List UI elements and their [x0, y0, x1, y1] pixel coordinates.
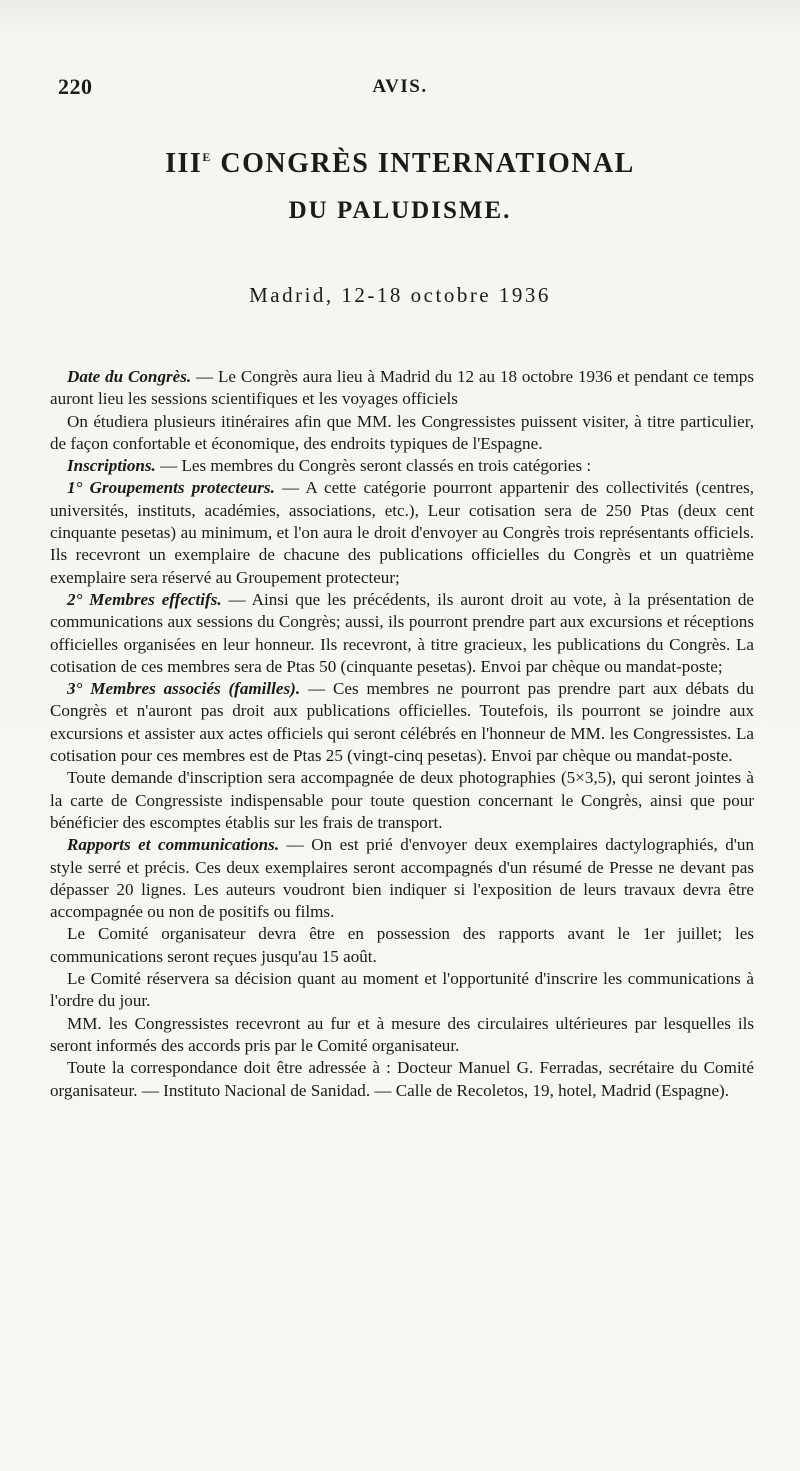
paragraph-demande	[50, 767, 754, 834]
paragraph-text: — Ainsi que les précédents, ils auront droit au vote, à la présentation de communications aux sessions du Congrès; aussi, ils pourront prendre part aux excursions et réceptions officielles organisées en leur honneur. Ils recevront, à titre gracieux, les publications du Congrès. La cotisation de ces membres sera de Ptas 50 (cinquante pesetas). Envoi par chèque ou mandat-poste;	[50, 589, 754, 676]
paragraph-text: On étudiera plusieurs itinéraires afin que MM. les Congressistes puissent visiter, à titre particulier, de façon confortable et économique, des endroits typiques de l'Espagne.	[50, 411, 754, 453]
paragraph-lead: 1° Groupements protecteurs.	[67, 478, 275, 498]
title-rest: CONGRÈS INTERNATIONAL	[211, 148, 635, 179]
paragraph-text: MM. les Congressistes recevront au fur et à mesure des circulaires ultérieures par lesquelles ils seront informés des accords pris par le Comité organisateur.	[50, 1013, 754, 1055]
paragraph-text: — Le Congrès aura lieu à Madrid du 12 au 18 octobre 1936 et pendant ce temps auront lieu les sessions scientifiques et les voyages officiels	[50, 367, 754, 409]
paragraph-itineraires	[50, 411, 754, 456]
paragraph-groupements	[50, 477, 754, 588]
paragraph-membres-effectifs	[50, 589, 754, 678]
paragraph-text: — Les membres du Congrès seront classés en trois catégories :	[155, 456, 592, 476]
paragraph-lead: 2° Membres effectifs.	[67, 589, 222, 609]
paragraph-text: Le Comité organisateur devra être en possession des rapports avant le 1er juillet; les communications seront reçues jusqu'au 15 août.	[50, 924, 754, 966]
paragraph-text: Toute la correspondance doit être adressée à : Docteur Manuel G. Ferradas, secrétaire du Comité organisateur. — Instituto Nacional de Sanidad. — Calle de Recoletos, 19, hotel, Madrid (Espagne).	[50, 1058, 754, 1100]
paragraph-text: — On est prié d'envoyer deux exemplaires dactylographiés, d'un style serré et précis. Ces deux exemplaires seront accompagnés d'un résumé de Presse ne devant pas dépasser 20 lignes. Les auteurs voudront bien indiquer si l'exposition de leurs travaux devra être accompagnée ou non de positifs ou films.	[50, 835, 754, 922]
paragraph-inscriptions	[50, 455, 754, 477]
title-superscript: E	[202, 150, 212, 164]
paragraph-lead: Inscriptions.	[67, 456, 156, 476]
paragraph-text: Toute demande d'inscription sera accompagnée de deux photographies (5×3,5), qui seront jointes à la carte de Congressiste indispensable pour toute question concernant le Congrès, ainsi que pour bénéficier des escomptes établis sur les frais de transport.	[50, 768, 754, 832]
paragraph-comite-possession	[50, 923, 754, 968]
paragraph-date	[50, 366, 754, 411]
paragraph-membres-associes	[50, 678, 754, 767]
paragraph-text: — Ces membres ne pourront pas prendre part aux débats du Congrès et n'auront pas droit aux publications officielles. Toutefois, ils pourront se joindre aux excursions et assister aux actes officiels qui seront célébrés en l'honneur de MM. les Congressistes. La cotisation pour ces membres est de Ptas 25 (vingt-cinq pesetas). Envoi par chèque ou mandat-poste.	[50, 679, 754, 766]
dateline: Madrid, 12-18 octobre 1936	[249, 283, 551, 307]
paragraph-lead: 3° Membres associés (familles).	[67, 679, 301, 699]
running-head: AVIS.	[372, 76, 428, 97]
body-text	[50, 366, 754, 1102]
paragraph-text: — A cette catégorie pourront appartenir des collectivités (centres, universités, instituts, académies, associations, etc.), Leur cotisation sera de 250 Ptas (deux cent cinquante pesetas) au minimum, et l'on aura le droit d'envoyer au Congrès trois représentants officiels. Ils recevront un exemplaire de chacune des publications officielles du Congrès et un quatrième exemplaire sera réservé au Groupement protecteur;	[50, 478, 754, 587]
paragraph-circulaires	[50, 1013, 754, 1058]
title-roman: III	[165, 148, 203, 179]
paragraph-rapports	[50, 834, 754, 923]
paragraph-text: Le Comité réservera sa décision quant au moment et l'opportunité d'inscrire les communications à l'ordre du jour.	[50, 969, 754, 1011]
paragraph-lead: Rapports et communications.	[67, 835, 280, 855]
page-number: 220	[58, 74, 93, 99]
title-line-1	[0, 148, 800, 180]
paragraph-comite-decision	[50, 968, 754, 1013]
paragraph-lead: Date du Congrès.	[67, 367, 192, 386]
title-line-2: DU PALUDISME.	[288, 197, 512, 224]
paragraph-correspondance	[50, 1057, 754, 1102]
